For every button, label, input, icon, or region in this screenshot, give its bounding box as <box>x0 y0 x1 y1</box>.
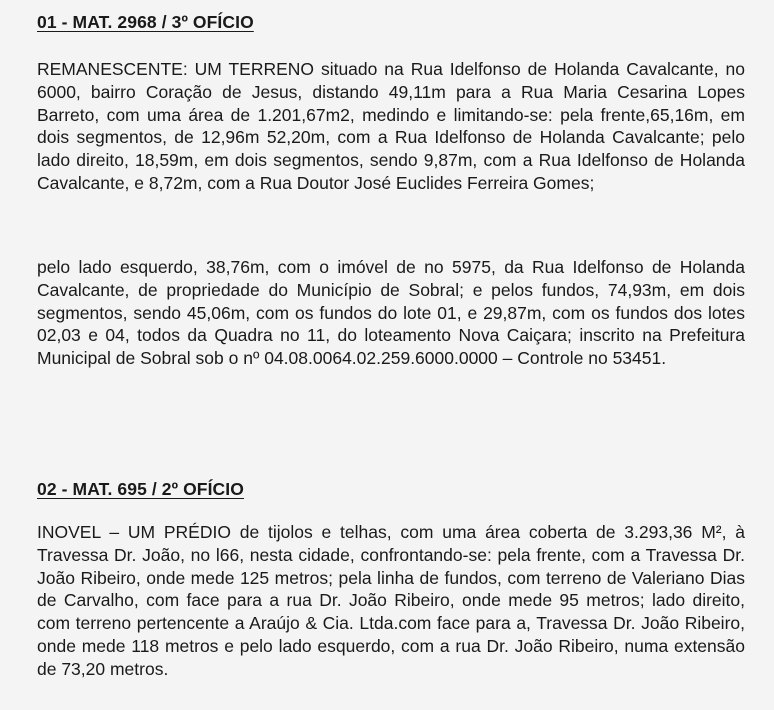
section-1-heading: 01 - MAT. 2968 / 3º OFÍCIO <box>37 12 254 32</box>
section-2-heading: 02 - MAT. 695 / 2º OFÍCIO <box>37 479 244 499</box>
section-1-paragraph-1: REMANESCENTE: UM TERRENO situado na Rua Idelfonso de Holanda Cavalcante, no 6000, bairro Coração de Jesus, distando 49,11m para a Rua Maria Cesarina Lopes Barreto, com uma área de 1.201,67m2, medindo e limitando-se: pela frente,65,16m, em dois segmentos, de 12,96m 52,20m, com a Rua Idelfonso de Holanda Cavalcante; pelo lado direito, 18,59m, em dois segmentos, sendo 9,87m, com a Rua Idelfonso de Holanda Cavalcante, e 8,72m, com a Rua Doutor José Euclides Ferreira Gomes; <box>37 59 745 193</box>
section-2-paragraph-1: INOVEL – UM PRÉDIO de tijolos e telhas, com uma área coberta de 3.293,36 M², à Travessa Dr. João, no l66, nesta cidade, confrontando-se: pela frente, com a Travessa Dr. João Ribeiro, onde mede 125 metros; pela linha de fundos, com terreno de Valeriano Dias de Carvalho, com face para a rua Dr. João Ribeiro, onde mede 95 metros; lado direito, com terreno pertencente a Araújo & Cia. Ltda.com face para a, Travessa Dr. João Ribeiro, onde mede 118 metros e pelo lado esquerdo, com a rua Dr. João Ribeiro, numa extensão de 73,20 metros. <box>37 522 745 679</box>
section-1-paragraph-2: pelo lado esquerdo, 38,76m, com o imóvel de no 5975, da Rua Idelfonso de Holanda Cavalcante, de propriedade do Município de Sobral; e pelos fundos, 74,93m, em dois segmentos, sendo 45,06m, com os fundos do lote 01, e 29,87m, com os fundos dos lotes 02,03 e 04, todos da Quadra no 11, do loteamento Nova Caiçara; inscrito na Prefeitura Municipal de Sobral sob o nº 04.08.0064.02.259.6000.0000 – Controle no 53451. <box>37 257 745 369</box>
